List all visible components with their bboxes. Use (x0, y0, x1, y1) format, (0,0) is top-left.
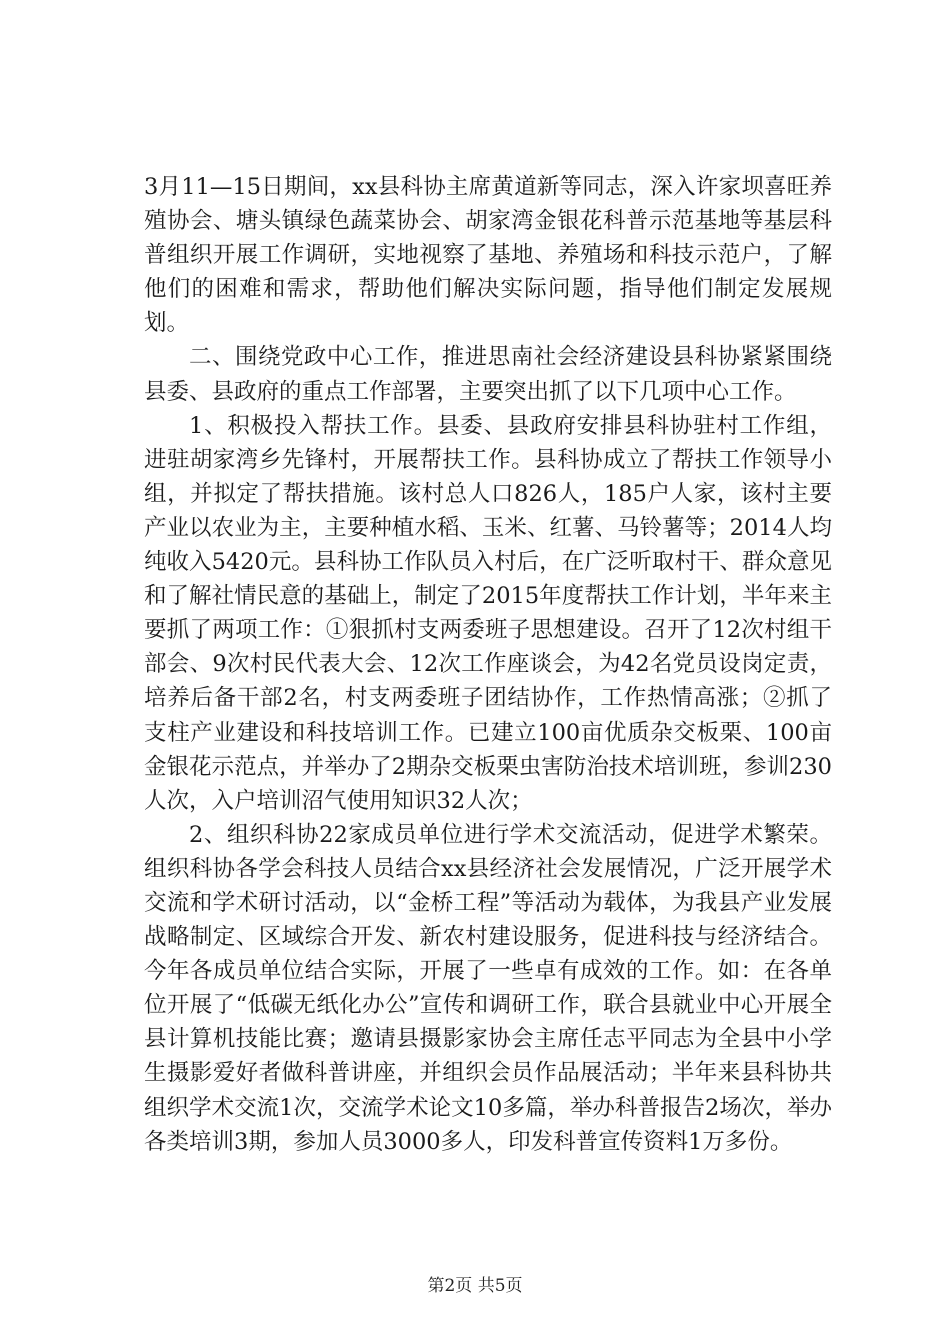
paragraph-academic-exchange: 2、组织科协22家成员单位进行学术交流活动，促进学术繁荣。组织科协各学会科技人员结合xx县经济社会发展情况，广泛开展学术交流和学术研讨活动，以“金桥工程”等活动为载体，为我县产业发展战略制定、区域综合开发、新农村建设服务，促进科技与经济结合。今年各成员单位结合实际，开展了一些卓有成效的工作。如：在各单位开展了“低碳无纸化办公”宣传和调研工作，联合县就业中心开展全县计算机技能比赛；邀请县摄影家协会主席任志平同志为全县中小学生摄影爱好者做科普讲座，并组织会员作品展活动；半年来县科协共组织学术交流1次，交流学术论文10多篇，举办科普报告2场次，举办各类培训3期，参加人员3000多人，印发科普宣传资料1万多份。 (144, 821, 832, 1155)
document-body (144, 170, 832, 1159)
page-number-label: 第2页 共5页 (427, 1276, 523, 1296)
paragraph-poverty-assistance: 1、积极投入帮扶工作。县委、县政府安排县科协驻村工作组，进驻胡家湾乡先锋村，开展帮扶工作。县科协成立了帮扶工作领导小组，并拟定了帮扶措施。该村总人口826人，185户人家，该村主要产业以农业为主，主要种植水稻、玉米、红薯、马铃薯等；2014人均纯收入5420元。县科协工作队员入村后，在广泛听取村干、群众意见和了解社情民意的基础上，制定了2015年度帮扶工作计划，半年来主要抓了两项工作：①狠抓村支两委班子思想建设。召开了12次村组干部会、9次村民代表大会、12次工作座谈会，为42名党员设岗定责，培养后备干部2名，村支两委班子团结协作，工作热情高涨；②抓了支柱产业建设和科技培训工作。已建立100亩优质杂交板栗、100亩金银花示范点，并举办了2期杂交板栗虫害防治技术培训班，参训230人次，入户培训沼气使用知识32人次； (144, 412, 832, 814)
paragraph-field-research: 3月11—15日期间，xx县科协主席黄道新等同志，深入许家坝喜旺养殖协会、塘头镇绿色蔬菜协会、胡家湾金银花科普示范基地等基层科普组织开展工作调研，实地视察了基地、养殖场和科技示范户，了解他们的困难和需求，帮助他们解决实际问题，指导他们制定发展规划。 (144, 174, 832, 337)
paragraph-section-two-heading: 二、围绕党政中心工作，推进思南社会经济建设县科协紧紧围绕县委、县政府的重点工作部署，主要突出抓了以下几项中心工作。 (144, 344, 832, 405)
page-footer (0, 1274, 950, 1298)
